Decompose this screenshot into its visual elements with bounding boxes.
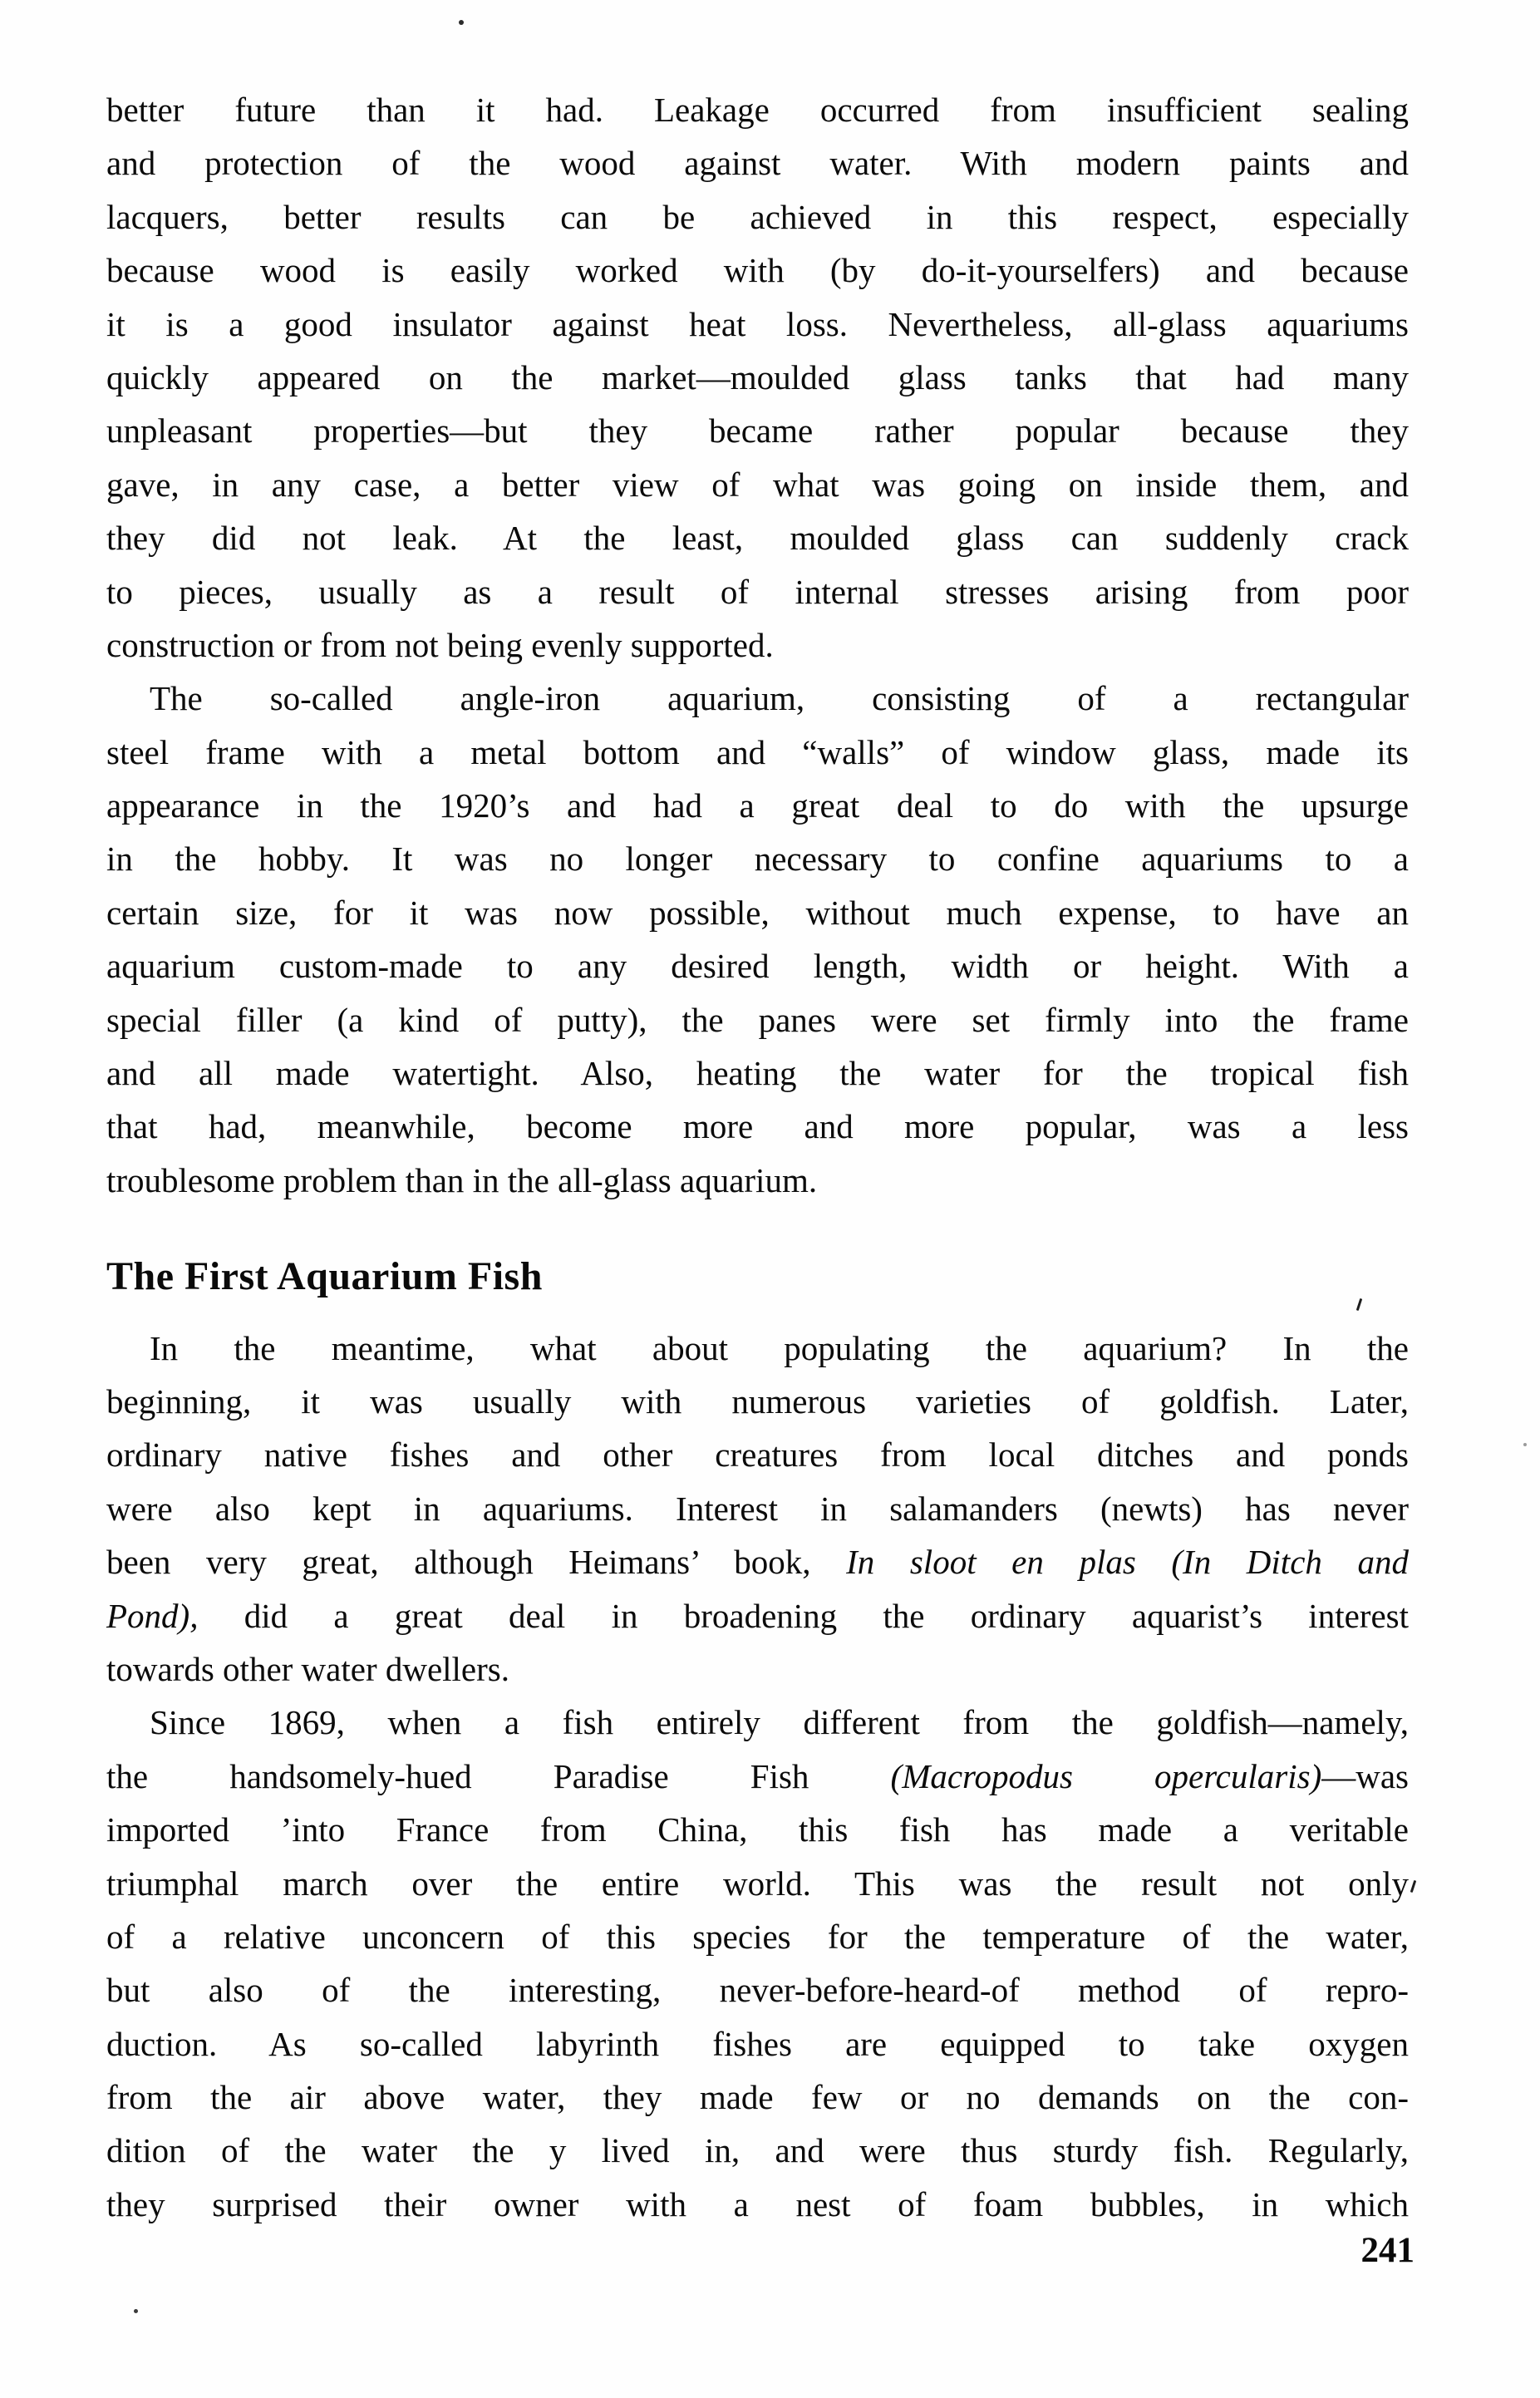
text-line [106, 1750, 1409, 1803]
text-segment: certain size, for it was now possible, without much expense, to have an [106, 893, 1409, 932]
text-segment: troublesome problem than in the all-glass aquarium. [106, 1160, 818, 1199]
text-segment: to pieces, usually as a result of internal stresses arising from poor [106, 572, 1409, 611]
text-line [106, 2178, 1409, 2231]
text-segment: and all made watertight. Also, heating the water for the tropical fish [106, 1054, 1409, 1093]
text-segment: aquarium custom-made to any desired length, width or height. With a [106, 947, 1409, 986]
text-line [106, 404, 1409, 457]
text-line [106, 1482, 1409, 1535]
text-line [106, 83, 1409, 136]
italic-text-segment: In sloot en plas (In Ditch and [846, 1543, 1409, 1582]
text-segment: it is a good insulator against heat loss. Nevertheless, all-glass aquariums [106, 304, 1409, 343]
section-heading: The First Aquarium Fish [106, 1254, 543, 1299]
text-segment: triumphal march over the entire world. This was the result not only [106, 1864, 1409, 1903]
text-segment: steel frame with a metal bottom and “walls” of window glass, made its [106, 732, 1409, 771]
text-line [106, 2124, 1409, 2177]
text-segment: the handsomely-hued Paradise Fish [106, 1756, 891, 1795]
text-line [106, 1100, 1409, 1153]
paragraph [106, 672, 1409, 1207]
text-line [106, 136, 1409, 190]
text-line [106, 298, 1409, 351]
scan-speck [134, 2309, 138, 2313]
paragraph [106, 83, 1409, 672]
text-line [106, 2017, 1409, 2071]
scan-speck [459, 20, 464, 25]
text-segment: were also kept in aquariums. Interest in salamanders (newts) has never [106, 1489, 1409, 1528]
text-line [106, 1803, 1409, 1856]
italic-text-segment: Pond), [106, 1596, 199, 1635]
text-segment: —was [1321, 1756, 1409, 1795]
text-line [106, 726, 1409, 779]
text-segment: gave, in any case, a better view of what was going on inside them, and [106, 465, 1409, 504]
paragraph [106, 1322, 1409, 1696]
text-segment: but also of the interesting, never-before-heard-of method of repro- [106, 1971, 1409, 2010]
text-line [106, 1696, 1409, 1749]
text-line [106, 832, 1409, 885]
text-line [106, 993, 1409, 1046]
text-segment: construction or from not being evenly supported. [106, 625, 774, 664]
text-segment: they surprised their owner with a nest of foam bubbles, in which [106, 2184, 1409, 2223]
text-segment: did a great deal in broadening the ordinary aquarist’s interest [198, 1596, 1409, 1635]
text-line [106, 779, 1409, 832]
text-segment: and protection of the wood against water. With modern paints and [106, 144, 1409, 183]
text-line [106, 1154, 1409, 1207]
text-segment: appearance in the 1920’s and had a great deal to do with the upsurge [106, 786, 1409, 825]
text-segment: that had, meanwhile, become more and more popular, was a less [106, 1107, 1409, 1146]
text-segment: unpleasant properties—but they became rather popular because they [106, 411, 1409, 451]
text-segment: dition of the water the y lived in, and were thus sturdy fish. Regularly, [106, 2131, 1409, 2170]
text-segment: beginning, it was usually with numerous varieties of goldfish. Later, [106, 1381, 1409, 1421]
text-segment: quickly appeared on the market—moulded glass tanks that had many [106, 357, 1409, 396]
text-line [106, 672, 1409, 725]
text-line [106, 190, 1409, 244]
text-segment: ordinary native fishes and other creatures from local ditches and ponds [106, 1435, 1409, 1475]
text-line [106, 1535, 1409, 1588]
text-line [106, 511, 1409, 564]
text-line [106, 244, 1409, 297]
text-segment: Since 1869, when a fish entirely different from the goldfish—namely, [150, 1703, 1409, 1742]
text-segment: from the air above water, they made few or no demands on the con- [106, 2078, 1409, 2117]
text-segment: lacquers, better results can be achieved in this respect, especially [106, 197, 1409, 236]
text-line [106, 1963, 1409, 2016]
text-line [106, 1642, 1409, 1696]
text-line [106, 1428, 1409, 1481]
text-line [106, 618, 1409, 672]
scan-speck [1523, 1443, 1527, 1446]
text-segment: better future than it had. Leakage occurred from insufficient sealing [106, 91, 1409, 129]
text-segment: imported ’into France from China, this fish has made a veritable [106, 1810, 1409, 1849]
text-segment: special filler (a kind of putty), the panes were set firmly into the frame [106, 1000, 1409, 1039]
text-segment: because wood is easily worked with (by do-it-yourselfers) and because [106, 251, 1409, 290]
italic-text-segment: (Macropodus opercularis) [890, 1756, 1322, 1795]
text-line [106, 939, 1409, 992]
text-line [106, 1857, 1409, 1910]
page-text [106, 83, 1409, 2231]
text-segment: duction. As so-called labyrinth fishes are equipped to take oxygen [106, 2024, 1409, 2063]
text-segment: they did not leak. At the least, moulded glass can suddenly crack [106, 519, 1409, 558]
text-line [106, 1910, 1409, 1963]
text-line [106, 1589, 1409, 1642]
text-line [106, 351, 1409, 404]
text-segment: In the meantime, what about populating the aquarium? In the [150, 1328, 1409, 1367]
text-segment: The so-called angle-iron aquarium, consisting of a rectangular [150, 679, 1409, 718]
text-line [106, 1375, 1409, 1428]
text-line [106, 886, 1409, 939]
paragraph [106, 1696, 1409, 2231]
scan-tick-mark [1410, 1880, 1416, 1893]
text-line [106, 1322, 1409, 1375]
text-line [106, 1046, 1409, 1100]
text-line [106, 458, 1409, 511]
page-number: 241 [1360, 2231, 1415, 2270]
text-line [106, 2071, 1409, 2124]
text-segment: in the hobby. It was no longer necessary to confine aquariums to a [106, 840, 1409, 879]
text-segment: been very great, although Heimans’ book, [106, 1543, 847, 1582]
text-segment: of a relative unconcern of this species for the temperature of the water, [106, 1917, 1409, 1956]
text-segment: towards other water dwellers. [106, 1649, 509, 1688]
text-line [106, 565, 1409, 618]
